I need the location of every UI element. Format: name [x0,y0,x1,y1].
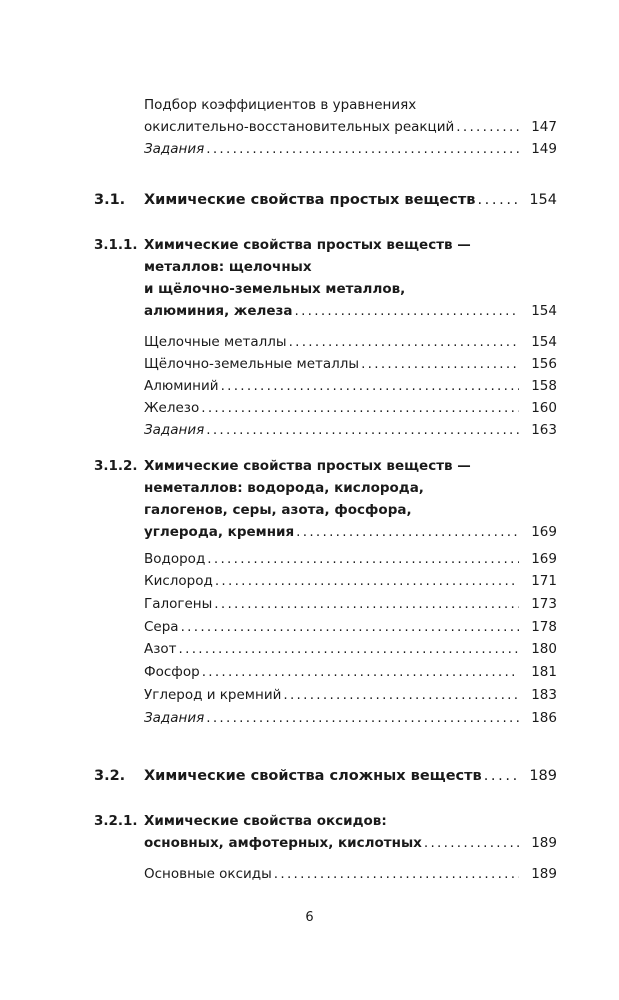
toc-entry-title-line: Подбор коэффициентов в уравнениях [144,97,417,113]
toc-page-number: 156 [531,356,557,372]
leader-dots [206,138,519,160]
toc-page-number: 154 [529,192,557,208]
toc-section-3-1 [144,189,557,211]
toc-item-label: Фосфор [144,664,200,680]
toc-item-label: Щёлочно-земельные металлы [144,356,360,372]
toc-item [144,570,557,592]
toc-entry-label: Задания [144,141,205,157]
section-number: 3.1.2. [94,458,138,474]
leader-dots [477,189,519,211]
toc-page-number: 181 [531,664,557,680]
leader-dots [206,707,519,729]
subsection-title-line: углерода, кремния [144,524,295,540]
toc-entry-redox-line2 [144,116,557,138]
toc-page-number: 186 [531,710,557,726]
toc-item [144,707,557,729]
toc-section-3-2 [144,765,557,787]
leader-dots [202,661,519,683]
subsection-title-line: неметаллов: водорода, кислорода, [144,480,424,496]
leader-dots [295,300,520,322]
section-title: Химические свойства сложных веществ [144,768,482,784]
toc-item-label: Галогены [144,596,213,612]
toc-item [144,331,557,353]
toc-entry-title-line: окислительно-восстановительных реакций [144,119,455,135]
toc-item [144,684,557,706]
toc-entry-redox [144,94,557,116]
toc-page-number: 149 [531,141,557,157]
toc-item-label: Сера [144,619,179,635]
leader-dots [283,684,519,706]
toc-subsection-3-1-1 [144,300,557,322]
toc-page-number: 154 [531,303,557,319]
subsection-title-line: Химические свойства простых веществ — [144,237,471,253]
toc-item-label: Углерод и кремний [144,687,282,703]
toc-subsection-3-2-1 [144,832,557,854]
subsection-title-line: и щёлочно-земельных металлов, [144,281,406,297]
leader-dots [214,593,519,615]
toc-page-number: 180 [531,641,557,657]
toc-item-label: Задания [144,422,205,438]
leader-dots [484,765,519,787]
leader-dots [201,397,519,419]
leader-dots [424,832,519,854]
toc-subsection-3-1-2 [144,521,557,543]
toc-item [144,353,557,375]
section-number: 3.2. [94,768,126,784]
toc-page-number: 163 [531,422,557,438]
subsection-title-line: Химические свойства простых веществ — [144,458,471,474]
toc-item [144,375,557,397]
toc-page-number: 158 [531,378,557,394]
toc-item-label: Задания [144,710,205,726]
toc-item-label: Водород [144,551,206,567]
toc-item [144,397,557,419]
subsection-title-line: Химические свойства оксидов: [144,813,387,829]
leader-dots [361,353,519,375]
leader-dots [221,375,519,397]
toc-item [144,863,557,885]
toc-page-number: 189 [529,768,557,784]
section-title: Химические свойства простых веществ [144,192,476,208]
toc-page-number: 178 [531,619,557,635]
leader-dots [207,548,519,570]
toc-page-number: 183 [531,687,557,703]
section-number: 3.1. [94,192,126,208]
leader-dots [274,863,519,885]
subsection-title-line: алюминия, железа [144,303,293,319]
toc-item-label: Щелочные металлы [144,334,287,350]
toc-item-label: Основные оксиды [144,866,272,882]
subsection-title-line: металлов: щелочных [144,259,312,275]
leader-dots [289,331,519,353]
toc-page-number: 147 [531,119,557,135]
subsection-title-line: основных, амфотерных, кислотных [144,835,422,851]
toc-entry-tasks [144,138,557,160]
toc-page-number: 189 [531,835,557,851]
toc-page-number: 189 [531,866,557,882]
leader-dots [296,521,519,543]
subsection-title-line: галогенов, серы, азота, фосфора, [144,502,412,518]
section-number: 3.2.1. [94,813,138,829]
toc-item [144,419,557,441]
leader-dots [179,638,519,660]
toc-page-number: 160 [531,400,557,416]
section-number: 3.1.1. [94,237,138,253]
toc-item [144,638,557,660]
toc-item-label: Алюминий [144,378,219,394]
toc-item-label: Железо [144,400,200,416]
leader-dots [181,616,519,638]
leader-dots [215,570,519,592]
page-number: 6 [305,910,314,925]
toc-page-number: 169 [531,551,557,567]
toc-item [144,616,557,638]
toc-item [144,593,557,615]
toc-item-label: Азот [144,641,177,657]
toc-item-label: Кислород [144,573,213,589]
toc-item [144,548,557,570]
toc-page-number: 154 [531,334,557,350]
toc-page-number: 173 [531,596,557,612]
toc-item [144,661,557,683]
toc-page-number: 169 [531,524,557,540]
leader-dots [206,419,519,441]
leader-dots [456,116,519,138]
toc-page-number: 171 [531,573,557,589]
